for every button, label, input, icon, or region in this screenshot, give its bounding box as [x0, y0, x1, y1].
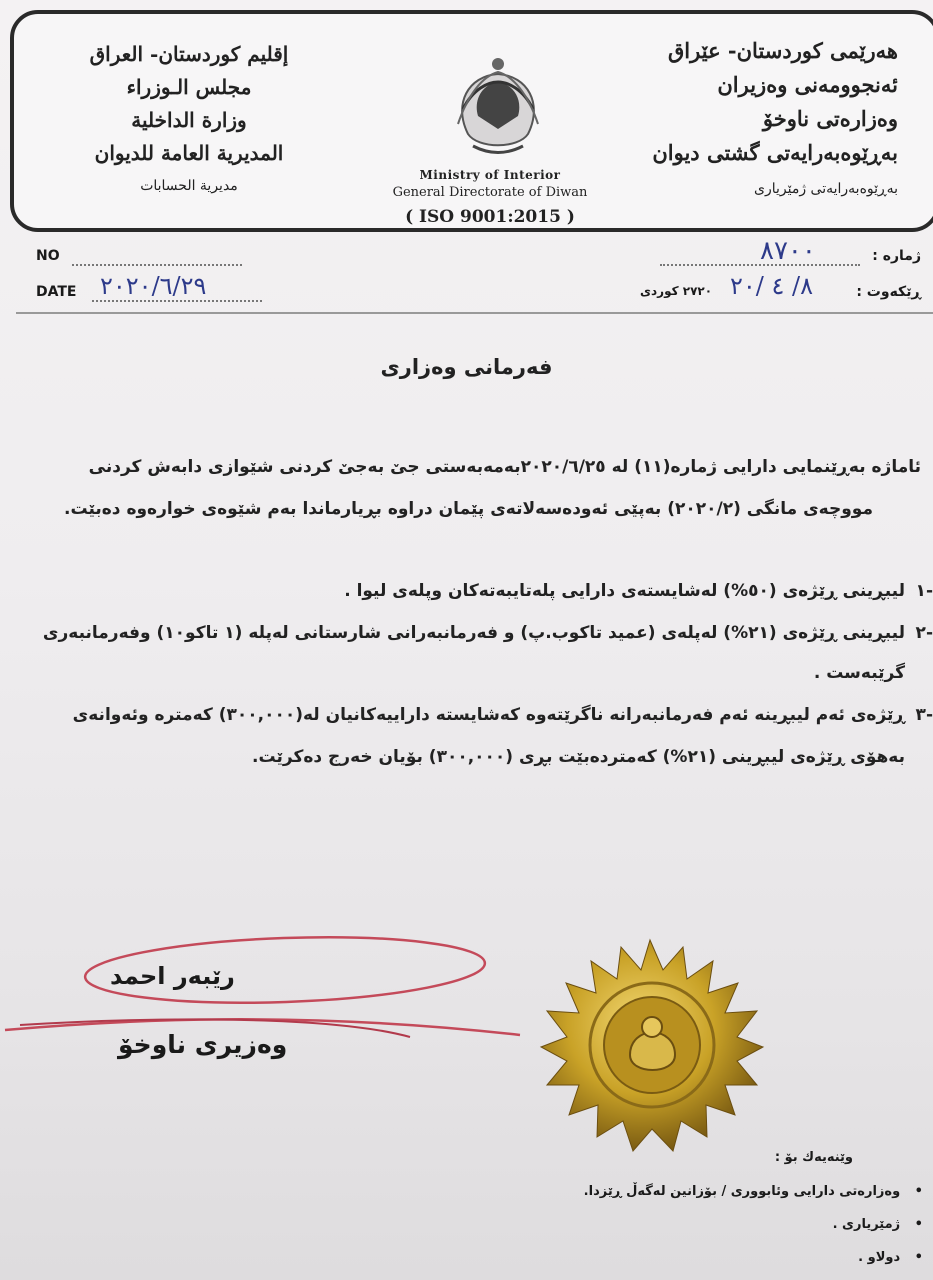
letterhead-sub: بەڕێوەبەرایەتی ژمێریاری [754, 181, 898, 197]
letterhead-line: إقليم كوردستان- العراق [89, 42, 289, 66]
list-item: -٣ڕێژەی ئەم لیبڕینە ئەم فەرمانبەرانە ناگرێتەوە کەشایستە داراییەکانیان لە(٣٠٠,٠٠٠) کەمترە وئەوانەی [72, 705, 933, 725]
letterhead-line: بەڕێوەبەرایەتی گشتی دیوان [652, 140, 898, 165]
letterhead-line: مجلس الـوزراء [126, 75, 252, 99]
list-item: -١لیبڕینی ڕێژەی (٥٠%) لەشایستەی دارایی پلەتایبەتەکان وپلەی لیوا . [344, 581, 933, 601]
ministry-english [354, 166, 626, 226]
no-label: NO [36, 248, 60, 264]
directorate-name: General Directorate of Diwan [392, 185, 588, 200]
date-ku-handwritten: ٨/ ٤ /٢٠ [730, 272, 813, 300]
date-handwritten: ٢٠٢٠/٦/٢٩ [100, 272, 207, 300]
list-item-continuation: بەهۆی ڕێژەی لیبڕینی (٢١%) کەمتردەبێت بڕی (٣٠٠,٠٠٠) بۆیان خەرج دەکرێت. [252, 747, 905, 767]
number-label-ku: ژمارە : [872, 248, 921, 264]
number-dotted-line [660, 264, 860, 266]
ministry-name: Ministry of Interior [419, 168, 561, 182]
header-divider [16, 312, 933, 314]
letterhead-arabic [44, 38, 334, 203]
number-handwritten: ٨٧٠٠ [760, 236, 816, 266]
eagle-emblem-icon [448, 54, 548, 164]
list-item-continuation: گرێبەست . [813, 663, 905, 683]
letterhead-line: وەزارەتی ناوخۆ [762, 106, 898, 131]
signer-name: رێبەر احمد [110, 962, 235, 990]
cc-item: • ژمێریاری . [584, 1208, 923, 1241]
gold-seal-icon [535, 935, 765, 1155]
iso-label: ( ISO 9001:2015 ) [405, 207, 575, 227]
date-label: DATE [36, 284, 77, 300]
intro-line: مووچەی مانگی (٢٠٢٠/٢) بەپێی ئەودەسەلاتەی پێمان دراوە بڕیارماندا بەم شێوەی خوارەوە دەبێت. [63, 499, 873, 519]
date-dotted-line [92, 300, 262, 302]
signer-title: وەزیری ناوخۆ [118, 1030, 288, 1059]
cc-heading: وێنەیەك بۆ : [774, 1150, 853, 1165]
cc-list [584, 1175, 923, 1274]
cc-item: • دولاو . [584, 1241, 923, 1274]
document-title: فەرمانی وەزاری [380, 355, 553, 379]
date-ku-suffix: ٢٧٢٠ کوردی [640, 284, 713, 298]
letterhead-line: المديرية العامة للديوان [94, 141, 284, 165]
cc-item: • وەزارەتی دارایی وئابووری / بۆزانین لەگەڵ ڕێزدا. [584, 1175, 923, 1208]
no-dotted-line [72, 264, 242, 266]
date-label-ku: ڕێکەوت : [856, 284, 921, 300]
list-item: -٢لیبڕینی ڕێژەی (٢١%) لەپلەی (عمید تاکوب.پ) و فەرمانبەرانی شارستانی لەپلە (١ تاکو١٠) وفەرمانبەری [42, 623, 933, 643]
letterhead-box [10, 10, 933, 232]
intro-line: ئاماژە بەڕێنمایی دارایی ژمارە(١١) لە ٢٠٢٠/٦/٢٥بەمەبەستی جێ بەجێ کردنی شێوازی دابەش کردنی [88, 457, 921, 477]
letterhead-line: وزارة الداخلية [131, 108, 247, 132]
letterhead-sub: مديرية الحسابات [140, 178, 238, 194]
letterhead-line: هەرێمی کوردستان- عێراق [668, 38, 898, 63]
letterhead-line: ئەنجوومەنی وەزیران [717, 72, 898, 97]
